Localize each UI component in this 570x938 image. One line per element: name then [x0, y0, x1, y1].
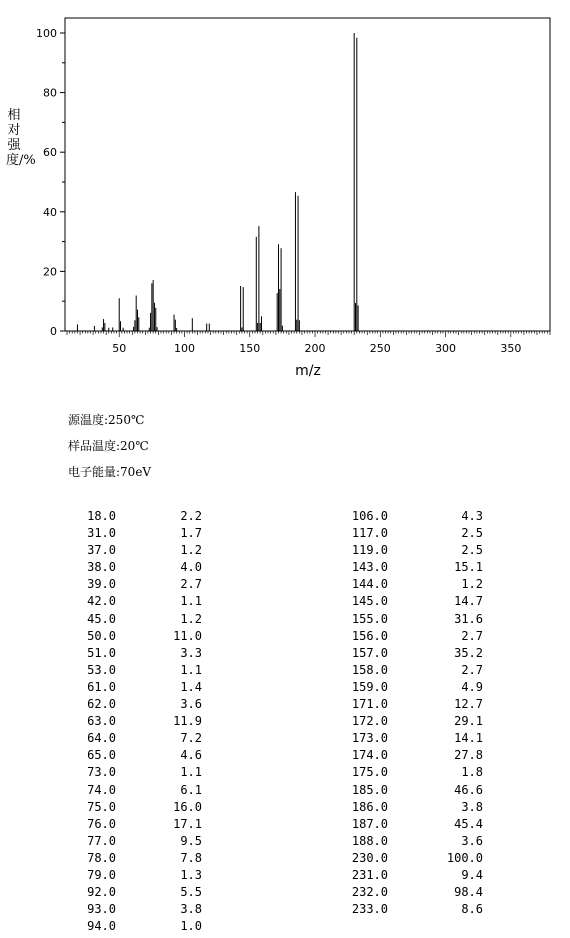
mz-value: 119.0 — [351, 543, 388, 558]
intensity-value: 1.0 — [180, 919, 202, 934]
table-row — [68, 542, 202, 559]
mz-value: 143.0 — [351, 560, 388, 575]
mz-value: 94.0 — [87, 919, 116, 934]
intensity-value: 1.2 — [180, 543, 202, 558]
intensity-value: 2.5 — [461, 526, 483, 541]
intensity-value: 2.7 — [461, 628, 483, 643]
table-row — [68, 816, 202, 833]
table-row — [340, 611, 483, 628]
mz-value: 144.0 — [351, 577, 388, 592]
mz-value: 42.0 — [87, 594, 116, 609]
x-tick-label: 350 — [500, 342, 522, 355]
table-row — [340, 816, 483, 833]
intensity-value: 1.2 — [461, 577, 483, 592]
intensity-value: 12.7 — [454, 697, 483, 712]
y-tick-label: 0 — [50, 325, 57, 338]
table-row — [340, 679, 483, 696]
mz-value: 37.0 — [87, 543, 116, 558]
y-tick-label: 100 — [36, 27, 57, 40]
mz-value: 75.0 — [87, 799, 116, 814]
mz-value: 77.0 — [87, 833, 116, 848]
y-axis-label: 相对强度/% — [6, 108, 36, 168]
x-tick-label: 50 — [112, 342, 127, 355]
peak-table-left — [68, 508, 202, 935]
intensity-value: 27.8 — [454, 748, 483, 763]
mz-value: 172.0 — [351, 714, 388, 729]
table-row — [340, 850, 483, 867]
intensity-value: 98.4 — [454, 885, 483, 900]
table-row — [68, 508, 202, 525]
table-row — [340, 559, 483, 576]
mz-value: 62.0 — [87, 697, 116, 712]
table-row — [340, 799, 483, 816]
table-row — [68, 525, 202, 542]
intensity-value: 1.3 — [180, 867, 202, 882]
intensity-value: 9.4 — [461, 867, 483, 882]
mz-value: 188.0 — [351, 833, 388, 848]
x-tick-label: 100 — [173, 342, 195, 355]
table-row — [68, 696, 202, 713]
table-row — [68, 679, 202, 696]
table-row — [68, 884, 202, 901]
table-row — [340, 713, 483, 730]
mz-value: 64.0 — [87, 731, 116, 746]
mz-value: 45.0 — [87, 611, 116, 626]
table-row — [68, 628, 202, 645]
intensity-value: 4.0 — [180, 560, 202, 575]
intensity-value: 2.7 — [180, 577, 202, 592]
table-row — [340, 833, 483, 850]
mz-value: 92.0 — [87, 885, 116, 900]
table-row — [68, 593, 202, 610]
table-row — [68, 833, 202, 850]
electron-energy: 电子能量:70eV — [68, 465, 152, 479]
table-row — [340, 764, 483, 781]
table-row — [340, 901, 483, 918]
mz-value: 117.0 — [351, 526, 388, 541]
mz-value: 39.0 — [87, 577, 116, 592]
intensity-value: 2.5 — [461, 543, 483, 558]
mz-value: 93.0 — [87, 902, 116, 917]
intensity-value: 1.8 — [461, 765, 483, 780]
intensity-value: 2.2 — [180, 509, 202, 523]
mz-value: 18.0 — [87, 509, 116, 523]
y-axis-ticks — [36, 27, 65, 338]
intensity-value: 9.5 — [180, 833, 202, 848]
y-tick-label: 60 — [43, 146, 57, 160]
table-row — [68, 730, 202, 747]
table-row — [340, 662, 483, 679]
table-row — [68, 747, 202, 764]
intensity-value: 11.0 — [173, 628, 202, 643]
table-row — [340, 645, 483, 662]
peak-table-right — [340, 508, 483, 918]
table-row — [68, 850, 202, 867]
intensity-value: 1.1 — [180, 765, 202, 780]
mz-value: 159.0 — [351, 679, 388, 694]
table-row — [340, 508, 483, 525]
mz-value: 187.0 — [351, 816, 388, 831]
plot-frame — [65, 18, 550, 331]
mz-value: 174.0 — [351, 748, 388, 763]
table-row — [68, 799, 202, 816]
mz-value: 145.0 — [351, 594, 388, 609]
mz-value: 232.0 — [351, 885, 388, 900]
intensity-value: 11.9 — [173, 714, 202, 729]
mz-value: 175.0 — [351, 765, 388, 780]
intensity-value: 16.0 — [173, 799, 202, 814]
mz-value: 186.0 — [351, 799, 388, 814]
mz-value: 65.0 — [87, 748, 116, 763]
mz-value: 171.0 — [351, 697, 388, 712]
table-row — [340, 867, 483, 884]
mz-value: 79.0 — [87, 867, 116, 882]
table-row — [340, 884, 483, 901]
mz-value: 155.0 — [351, 611, 388, 626]
x-tick-label: 150 — [239, 342, 261, 355]
mz-value: 50.0 — [87, 628, 116, 643]
mz-value: 233.0 — [351, 902, 388, 917]
mz-value: 231.0 — [351, 867, 388, 882]
mz-value: 185.0 — [351, 782, 388, 797]
intensity-value: 8.6 — [461, 902, 483, 917]
mz-value: 31.0 — [87, 526, 116, 541]
peak-bars — [77, 33, 358, 331]
y-tick-label: 40 — [43, 205, 57, 219]
table-row — [340, 747, 483, 764]
intensity-value: 3.6 — [180, 697, 202, 712]
intensity-value: 4.9 — [461, 679, 483, 694]
mz-value: 51.0 — [87, 645, 116, 660]
mz-value: 76.0 — [87, 816, 116, 831]
mz-value: 156.0 — [351, 628, 388, 643]
intensity-value: 1.7 — [180, 526, 202, 541]
table-row — [68, 559, 202, 576]
table-row — [68, 901, 202, 918]
intensity-value: 3.3 — [180, 645, 202, 660]
table-row — [340, 696, 483, 713]
intensity-value: 14.1 — [454, 731, 483, 746]
table-row — [340, 525, 483, 542]
x-axis-ticks — [67, 331, 550, 355]
table-row — [68, 782, 202, 799]
table-row — [68, 867, 202, 884]
intensity-value: 4.3 — [461, 509, 483, 523]
table-row — [340, 542, 483, 559]
mz-value: 61.0 — [87, 679, 116, 694]
intensity-value: 46.6 — [454, 782, 483, 797]
x-tick-label: 200 — [304, 342, 326, 355]
mz-value: 63.0 — [87, 714, 116, 729]
table-row — [68, 645, 202, 662]
table-row — [340, 628, 483, 645]
intensity-value: 2.7 — [461, 662, 483, 677]
intensity-value: 4.6 — [180, 748, 202, 763]
intensity-value: 3.8 — [461, 799, 483, 814]
intensity-value: 7.2 — [180, 731, 202, 746]
table-row — [68, 576, 202, 593]
intensity-value: 7.8 — [180, 850, 202, 865]
mz-value: 106.0 — [351, 509, 388, 523]
table-row — [68, 713, 202, 730]
y-tick-label: 20 — [43, 265, 57, 279]
x-tick-label: 300 — [435, 342, 457, 355]
source-temperature: 源温度:250℃ — [68, 413, 145, 427]
table-row — [68, 662, 202, 679]
intensity-value: 45.4 — [454, 816, 483, 831]
intensity-value: 6.1 — [180, 782, 202, 797]
intensity-value: 100.0 — [446, 850, 483, 865]
table-row — [68, 918, 202, 935]
mz-value: 78.0 — [87, 850, 116, 865]
intensity-value: 14.7 — [454, 594, 483, 609]
table-row — [68, 764, 202, 781]
table-row — [340, 576, 483, 593]
mz-value: 38.0 — [87, 560, 116, 575]
intensity-value: 35.2 — [454, 645, 483, 660]
intensity-value: 1.2 — [180, 611, 202, 626]
mass-spectrum-chart — [0, 0, 570, 390]
table-row — [68, 611, 202, 628]
intensity-value: 15.1 — [454, 560, 483, 575]
table-row — [340, 730, 483, 747]
intensity-value: 1.1 — [180, 594, 202, 609]
intensity-value: 1.4 — [180, 679, 202, 694]
mz-value: 157.0 — [351, 645, 388, 660]
intensity-value: 17.1 — [173, 816, 202, 831]
mz-value: 173.0 — [351, 731, 388, 746]
mz-value: 230.0 — [351, 850, 388, 865]
intensity-value: 5.5 — [180, 885, 202, 900]
intensity-value: 31.6 — [454, 611, 483, 626]
intensity-value: 3.6 — [461, 833, 483, 848]
table-row — [340, 593, 483, 610]
mz-value: 53.0 — [87, 662, 116, 677]
y-tick-label: 80 — [43, 86, 57, 100]
x-tick-label: 250 — [369, 342, 391, 355]
sample-temperature: 样品温度:20℃ — [68, 439, 149, 453]
intensity-value: 1.1 — [180, 662, 202, 677]
intensity-value: 3.8 — [180, 902, 202, 917]
x-axis-label: m/z — [295, 363, 321, 379]
mz-value: 74.0 — [87, 782, 116, 797]
mz-value: 158.0 — [351, 662, 388, 677]
mz-value: 73.0 — [87, 765, 116, 780]
intensity-value: 29.1 — [454, 714, 483, 729]
table-row — [340, 782, 483, 799]
